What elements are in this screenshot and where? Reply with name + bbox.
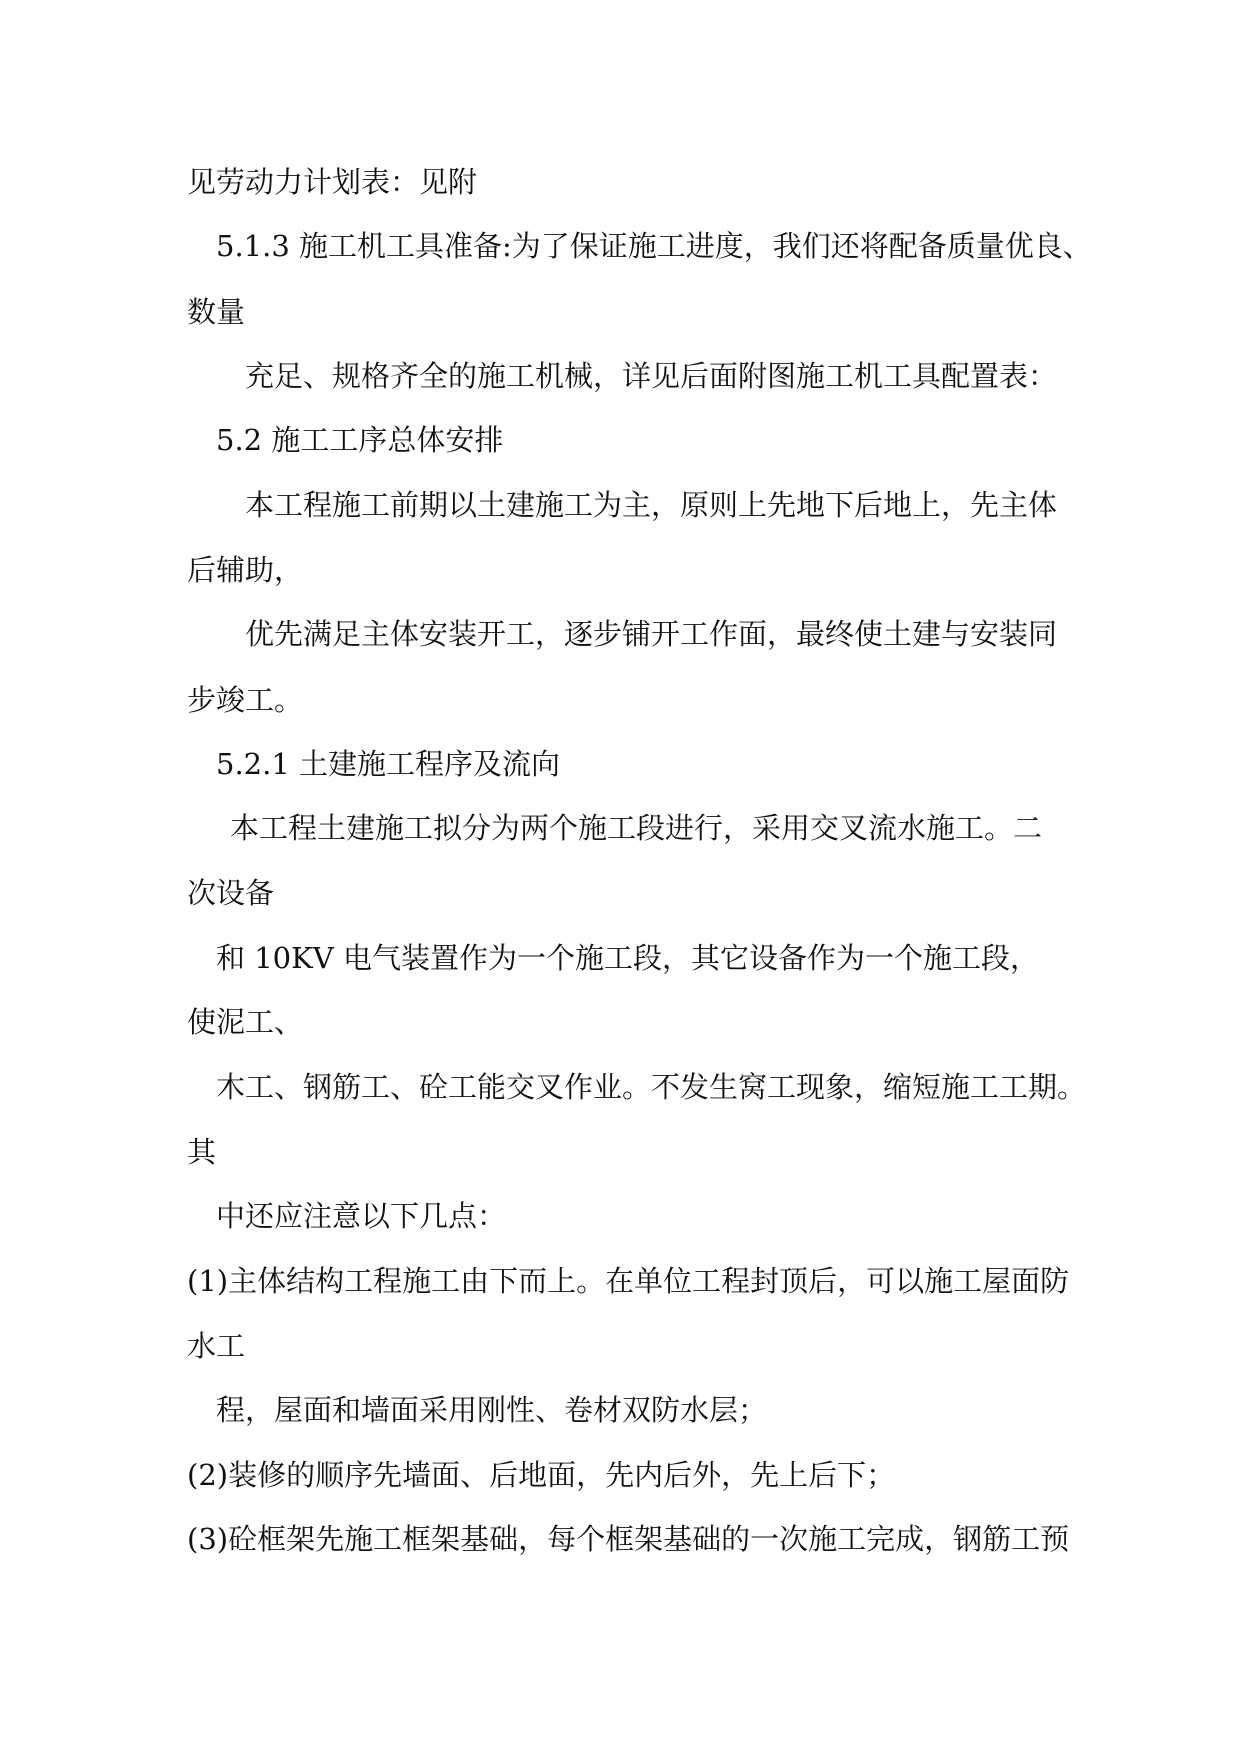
text-line: (2)装修的顺序先墙面、后地面，先内后外，先上后下； xyxy=(187,1458,896,1492)
text-line: 木工、钢筋工、砼工能交叉作业。不发生窝工现象，缩短施工工期。 xyxy=(216,1070,1087,1104)
text-line: (1)主体结构工程施工由下而上。在单位工程封顶后，可以施工屋面防 xyxy=(187,1264,1070,1298)
text-line: 优先满足主体安装开工，逐步铺开工作面，最终使土建与安装同 xyxy=(245,617,1058,651)
text-line: 其 xyxy=(187,1135,217,1169)
text-line: 5.2 施工工序总体安排 xyxy=(216,423,504,457)
text-line: 5.2.1 土建施工程序及流向 xyxy=(216,747,561,781)
text-line: 5.1.3 施工机工具准备:为了保证施工进度，我们还将配备质量优良、 xyxy=(216,229,1092,263)
text-line: 本工程土建施工拟分为两个施工段进行，采用交叉流水施工。二 xyxy=(230,811,1043,845)
text-line: 本工程施工前期以土建施工为主，原则上先地下后地上，先主体 xyxy=(245,488,1058,522)
text-line: (3)砼框架先施工框架基础，每个框架基础的一次施工完成，钢筋工预 xyxy=(187,1522,1070,1556)
text-line: 使泥工、 xyxy=(187,1005,304,1039)
text-line: 中还应注意以下几点： xyxy=(216,1199,507,1233)
text-line: 后辅助， xyxy=(187,553,304,587)
text-line: 数量 xyxy=(187,295,246,329)
text-line: 和 10KV 电气装置作为一个施工段，其它设备作为一个施工段， xyxy=(216,941,1039,975)
text-line: 水工 xyxy=(187,1329,246,1363)
text-line: 充足、规格齐全的施工机械，详见后面附图施工机工具配置表： xyxy=(245,359,1058,393)
text-line: 次设备 xyxy=(187,876,275,910)
text-line: 见劳动力计划表：见附 xyxy=(187,165,478,199)
text-line: 程，屋面和墙面采用刚性、卷材双防水层； xyxy=(216,1393,768,1427)
text-line: 步竣工。 xyxy=(187,683,304,717)
